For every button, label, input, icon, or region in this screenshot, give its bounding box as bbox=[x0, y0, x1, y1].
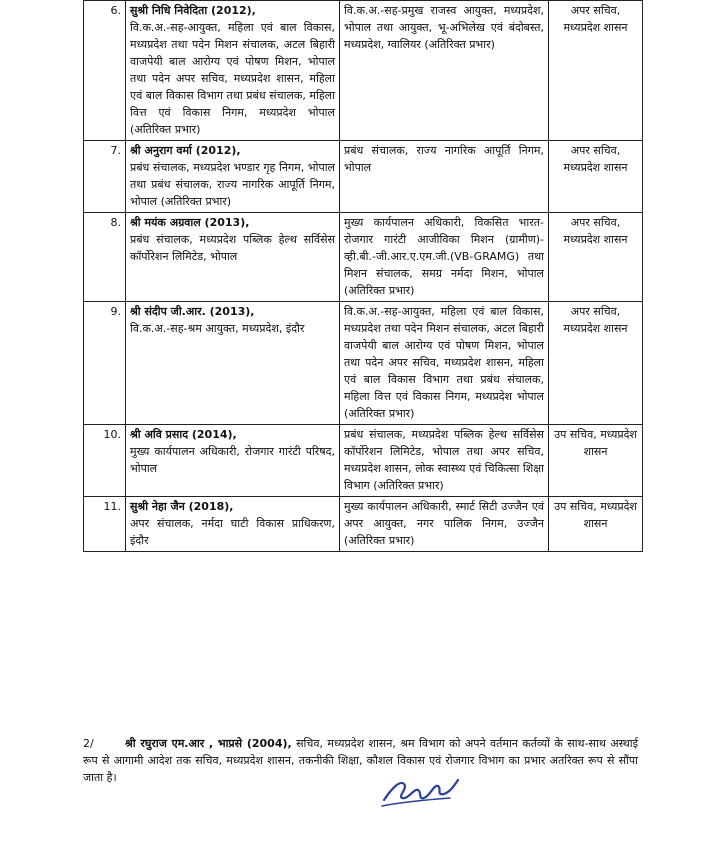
serial-number: 8. bbox=[84, 213, 126, 302]
serial-number: 9. bbox=[84, 302, 126, 425]
officer-cell bbox=[126, 497, 340, 552]
serial-number: 10. bbox=[84, 425, 126, 497]
posting-row bbox=[84, 497, 643, 552]
current-posting: मुख्य कार्यपालन अधिकारी, रोजगार गारंटी परिषद, भोपाल bbox=[130, 445, 335, 475]
serial-number: 6. bbox=[84, 1, 126, 141]
posting-row bbox=[84, 213, 643, 302]
new-posting: प्रबंध संचालक, मध्यप्रदेश पब्लिक हेल्थ सर्विसेस कॉर्पोरेशन लिमिटेड, भोपाल तथा अपर सचिव, मध्यप्रदेश शासन, लोक स्वास्थ्य एवं चिकित्सा शिक्षा विभाग (अतिरिक्त प्रभार) bbox=[340, 425, 549, 497]
current-posting: प्रबंध संचालक, मध्यप्रदेश पब्लिक हेल्थ सर्विसेस कॉर्पोरेशन लिमिटेड, भोपाल bbox=[130, 233, 335, 263]
equivalent-rank: उप सचिव, मध्यप्रदेश शासन bbox=[549, 497, 643, 552]
equivalent-rank: अपर सचिव, मध्यप्रदेश शासन bbox=[549, 1, 643, 141]
posting-table-body bbox=[84, 1, 643, 552]
posting-table bbox=[83, 0, 643, 552]
serial-number: 11. bbox=[84, 497, 126, 552]
officer-name: सुश्री निधि निवेदिता (2012), bbox=[130, 4, 256, 17]
new-posting: मुख्य कार्यपालन अधिकारी, स्मार्ट सिटी उज्जैन एवं अपर आयुक्त, नगर पालिक निगम, उज्जैन (अतिरिक्त प्रभार) bbox=[340, 497, 549, 552]
posting-row bbox=[84, 1, 643, 141]
paragraph-2 bbox=[83, 735, 638, 786]
signature-image bbox=[378, 770, 462, 810]
posting-row bbox=[84, 302, 643, 425]
paragraph-officer-name: श्री रघुराज एम.आर , भाप्रसे (2004), bbox=[125, 737, 292, 750]
posting-row bbox=[84, 141, 643, 213]
equivalent-rank: अपर सचिव, मध्यप्रदेश शासन bbox=[549, 141, 643, 213]
officer-cell bbox=[126, 1, 340, 141]
paragraph-number: 2/ bbox=[83, 737, 94, 750]
officer-cell bbox=[126, 425, 340, 497]
paragraph-text: सचिव, मध्यप्रदेश शासन, श्रम विभाग को अपने वर्तमान कर्तव्यों के साथ-साथ अस्थाई रूप से आगामी आदेश तक सचिव, मध्यप्रदेश शासन, तकनीकी शिक्षा, कौशल विकास एवं रोजगार विभाग का प्रभार अतरिक्त रूप से सौंपा जाता है। bbox=[83, 737, 638, 784]
current-posting: प्रबंध संचालक, मध्यप्रदेश भण्डार गृह निगम, भोपाल तथा प्रबंध संचालक, राज्य नागरिक आपूर्ति निगम, भोपाल (अतिरिक्त प्रभार) bbox=[130, 161, 335, 208]
officer-cell bbox=[126, 213, 340, 302]
officer-name: सुश्री नेहा जैन (2018), bbox=[130, 500, 234, 513]
new-posting: वि.क.अ.-सह-प्रमुख राजस्व आयुक्त, मध्यप्रदेश, भोपाल तथा आयुक्त, भू-अभिलेख एवं बंदोबस्त, मध्यप्रदेश, ग्वालियर (अतिरिक्त प्रभार) bbox=[340, 1, 549, 141]
officer-name: श्री अनुराग वर्मा (2012), bbox=[130, 144, 241, 157]
new-posting: वि.क.अ.-सह-आयुक्त, महिला एवं बाल विकास, मध्यप्रदेश तथा पदेन मिशन संचालक, अटल बिहारी वाजपेयी बाल आरोग्य एवं पोषण मिशन, भोपाल तथा पदेन अपर सचिव, मध्यप्रदेश शासन, महिला एवं बाल विकास विभाग तथा प्रबंध संचालक, महिला वित्त एवं विकास निगम, मध्यप्रदेश भोपाल (अतिरिक्त प्रभार) bbox=[340, 302, 549, 425]
current-posting: अपर संचालक, नर्मदा घाटी विकास प्राधिकरण, इंदौर bbox=[130, 517, 335, 547]
equivalent-rank: अपर सचिव, मध्यप्रदेश शासन bbox=[549, 213, 643, 302]
serial-number: 7. bbox=[84, 141, 126, 213]
current-posting: वि.क.अ.-सह-श्रम आयुक्त, मध्यप्रदेश, इंदौर bbox=[130, 322, 305, 335]
officer-cell bbox=[126, 302, 340, 425]
new-posting: प्रबंध संचालक, राज्य नागरिक आपूर्ति निगम, भोपाल bbox=[340, 141, 549, 213]
equivalent-rank: उप सचिव, मध्यप्रदेश शासन bbox=[549, 425, 643, 497]
officer-cell bbox=[126, 141, 340, 213]
current-posting: वि.क.अ.-सह-आयुक्त, महिला एवं बाल विकास, मध्यप्रदेश तथा पदेन मिशन संचालक, अटल बिहारी वाजपेयी बाल आरोग्य एवं पोषण मिशन, भोपाल तथा पदेन अपर सचिव, मध्यप्रदेश शासन, महिला एवं बाल विकास विभाग तथा प्रबंध संचालक, महिला वित्त एवं विकास निगम, मध्यप्रदेश भोपाल (अतिरिक्त प्रभार) bbox=[130, 21, 335, 136]
equivalent-rank: अपर सचिव, मध्यप्रदेश शासन bbox=[549, 302, 643, 425]
new-posting: मुख्य कार्यपालन अधिकारी, विकसित भारत-रोजगार गारंटी आजीविका मिशन (ग्रामीण)- व्ही.बी.-जी.आर.ए.एम.जी.(VB-GRAMG) तथा मिशन संचालक, समग्र नर्मदा मिशन, भोपाल (अतिरिक्त प्रभार) bbox=[340, 213, 549, 302]
officer-name: श्री मयंक अग्रवाल (2013), bbox=[130, 216, 250, 229]
officer-name: श्री अवि प्रसाद (2014), bbox=[130, 428, 237, 441]
officer-name: श्री संदीप जी.आर. (2013), bbox=[130, 305, 255, 318]
posting-row bbox=[84, 425, 643, 497]
